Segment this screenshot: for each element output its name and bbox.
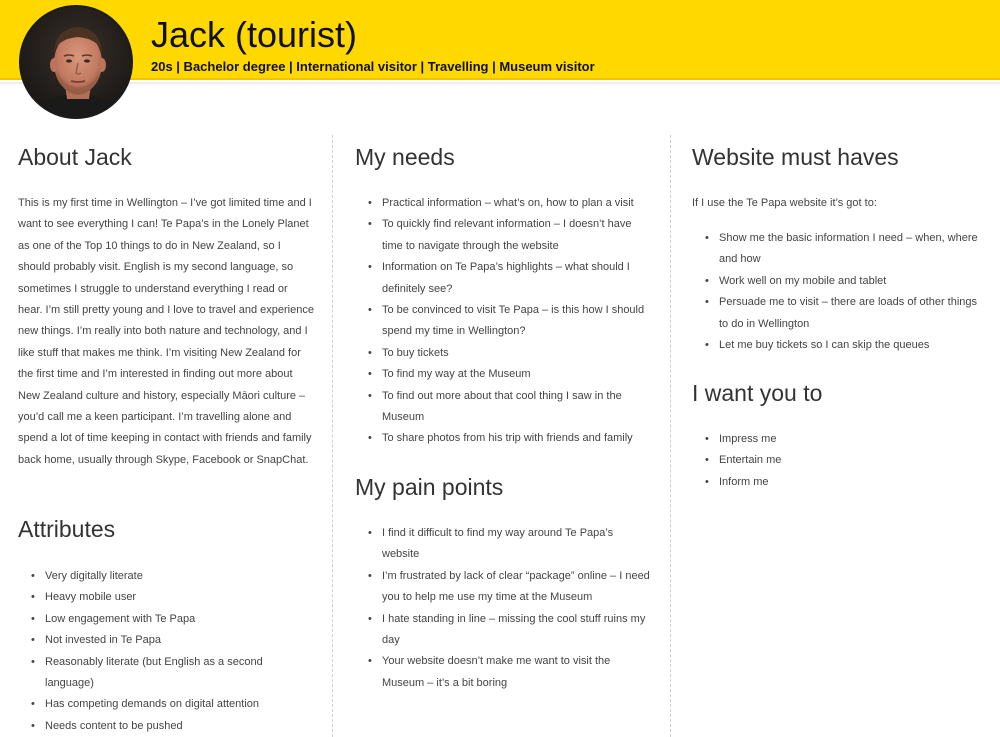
about-section — [18, 143, 314, 171]
list-item: • Work well on my mobile and tablet — [692, 271, 988, 292]
list-item: • To quickly find relevant information – I doesn’t have time to navigate through the website — [355, 214, 651, 257]
list-item: • Entertain me — [692, 450, 988, 471]
list-item: • Your website doesn’t make me want to visit the Museum – it’s a bit boring — [355, 651, 651, 694]
must-haves-list — [692, 228, 988, 356]
needs-list — [355, 193, 651, 450]
list-item: • Low engagement with Te Papa — [18, 609, 314, 630]
list-item: • Has competing demands on digital attention — [18, 694, 314, 715]
persona-title: Jack (tourist) — [151, 14, 358, 55]
list-item: • To find out more about that cool thing I saw in the Museum — [355, 386, 651, 429]
list-item: • Impress me — [692, 429, 988, 450]
want-you-to-list — [692, 429, 988, 493]
needs-heading: My needs — [355, 144, 455, 170]
attributes-section — [18, 515, 314, 543]
needs-body — [355, 193, 651, 450]
list-item: • I’m frustrated by lack of clear “package” online – I need you to help me use my time at the Museum — [355, 566, 651, 609]
needs-section — [355, 143, 651, 171]
list-item: • Very digitally literate — [18, 566, 314, 587]
header-shadow — [0, 82, 1000, 86]
attributes-heading: Attributes — [18, 516, 116, 542]
must-haves-section — [692, 143, 988, 171]
list-item: • Not invested in Te Papa — [18, 630, 314, 651]
must-haves-heading: Website must haves — [692, 144, 899, 170]
want-you-to-body — [692, 429, 988, 493]
list-item: • Show me the basic information I need – when, where and how — [692, 228, 988, 271]
persona-subtitle: 20s | Bachelor degree | International visitor | Travelling | Museum visitor — [151, 59, 595, 74]
list-item: • Let me buy tickets so I can skip the queues — [692, 335, 988, 356]
list-item: • Persuade me to visit – there are loads of other things to do in Wellington — [692, 292, 988, 335]
column-divider — [332, 135, 333, 737]
pain-points-section — [355, 473, 651, 501]
list-item: • I find it difficult to find my way around Te Papa’s website — [355, 523, 651, 566]
want-you-to-section — [692, 379, 988, 407]
list-item: • Inform me — [692, 472, 988, 493]
must-haves-body — [692, 228, 988, 356]
want-you-to-heading: I want you to — [692, 380, 823, 406]
attributes-body — [18, 566, 314, 737]
list-item: • I hate standing in line – missing the cool stuff ruins my day — [355, 609, 651, 652]
list-item: • To be convinced to visit Te Papa – is this how I should spend my time in Wellington? — [355, 300, 651, 343]
list-item: • Information on Te Papa’s highlights – what should I definitely see? — [355, 257, 651, 300]
column-divider — [670, 135, 671, 737]
avatar-photo-icon — [21, 7, 133, 119]
list-item: • To share photos from his trip with friends and family — [355, 428, 651, 449]
about-text: This is my first time in Wellington – I’ve got limited time and I want to see everything I can! Te Papa’s in the Lonely Planet as one of the Top 10 things to do in New Zealand, so I should probably visit. English is my second language, so sometimes I struggle to understand everything I read or hear. I’m still pretty young and I love to travel and experience new things. I’m really into both nature and technology, and I like stuff that makes me think. I’m visiting New Zealand for the first time and I’m interested in finding out more about New Zealand culture and history, especially Māori culture – you’d call me a keen participant. I’m travelling alone and spend a lot of time keeping in contact with friends and family back home, usually through Skype, Facebook or SnapChat. — [18, 197, 314, 466]
pain-points-body — [355, 523, 651, 694]
list-item: • To buy tickets — [355, 343, 651, 364]
list-item: • To find my way at the Museum — [355, 364, 651, 385]
persona-avatar — [19, 5, 133, 119]
about-body — [18, 193, 314, 471]
list-item: • Reasonably literate (but English as a second language) — [18, 652, 314, 695]
list-item: • Needs content to be pushed — [18, 716, 314, 737]
pain-points-list — [355, 523, 651, 694]
about-heading: About Jack — [18, 144, 132, 170]
list-item: • Practical information – what’s on, how to plan a visit — [355, 193, 651, 214]
attributes-list — [18, 566, 314, 737]
must-haves-intro: If I use the Te Papa website it’s got to: — [692, 197, 877, 209]
pain-points-heading: My pain points — [355, 474, 504, 500]
list-item: • Heavy mobile user — [18, 587, 314, 608]
must-haves-intro-wrap — [692, 193, 988, 214]
